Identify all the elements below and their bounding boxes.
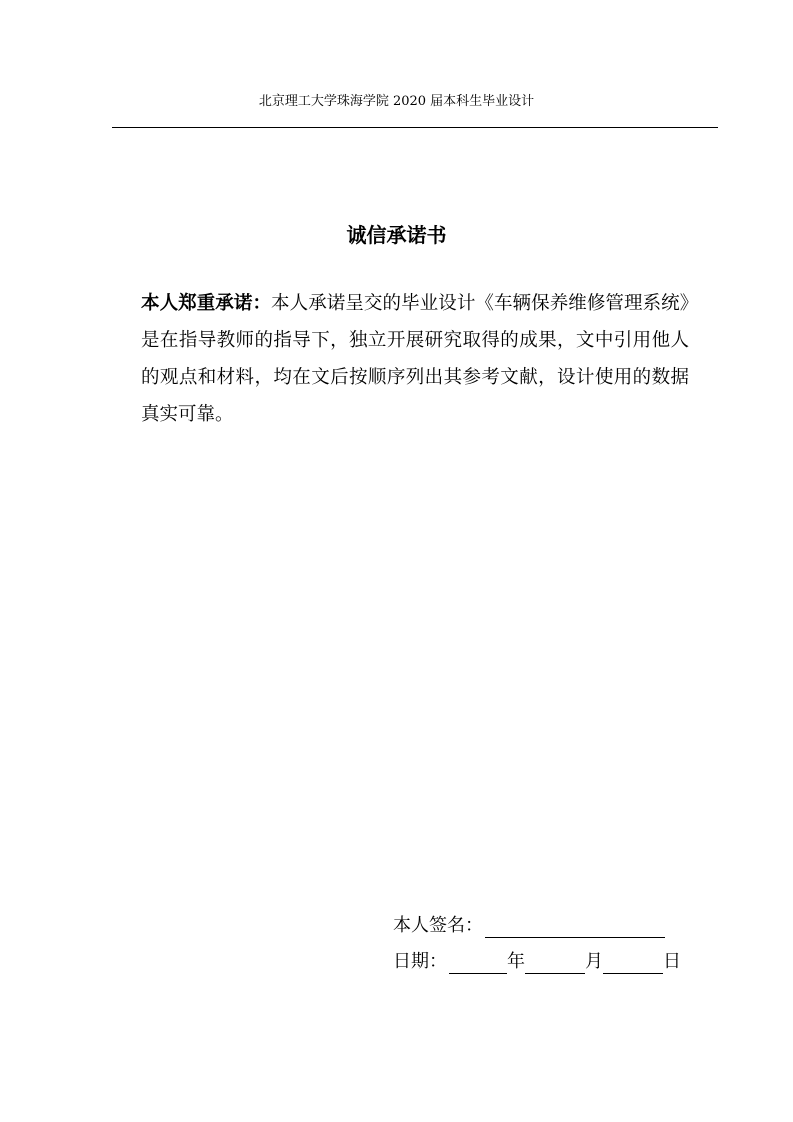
pledge-lead: 本人郑重承诺： <box>141 293 272 314</box>
signature-block <box>393 908 713 980</box>
day-label: 日 <box>663 951 681 972</box>
header-divider <box>112 127 718 128</box>
signature-row <box>393 908 713 944</box>
page-header: 北京理工大学珠海学院 2020 届本科生毕业设计 <box>258 94 535 109</box>
month-blank-line <box>525 949 585 974</box>
pledge-body: 本人承诺呈交的毕业设计《车辆保养维修管理系统》是在指导教师的指导下，独立开展研究取得的成果，文中引用他人的观点和材料，均在文后按顺序列出其参考文献，设计使用的数据真实可靠。 <box>141 293 689 425</box>
signature-blank-line <box>485 913 665 938</box>
year-label: 年 <box>507 951 525 972</box>
date-row <box>393 944 713 980</box>
pledge-paragraph <box>141 285 689 433</box>
month-label: 月 <box>585 951 603 972</box>
year-blank-line <box>449 949 507 974</box>
date-label: 日期： <box>393 951 447 972</box>
page-title: 诚信承诺书 <box>346 223 447 247</box>
day-blank-line <box>603 949 663 974</box>
signature-label: 本人签名： <box>393 915 483 936</box>
